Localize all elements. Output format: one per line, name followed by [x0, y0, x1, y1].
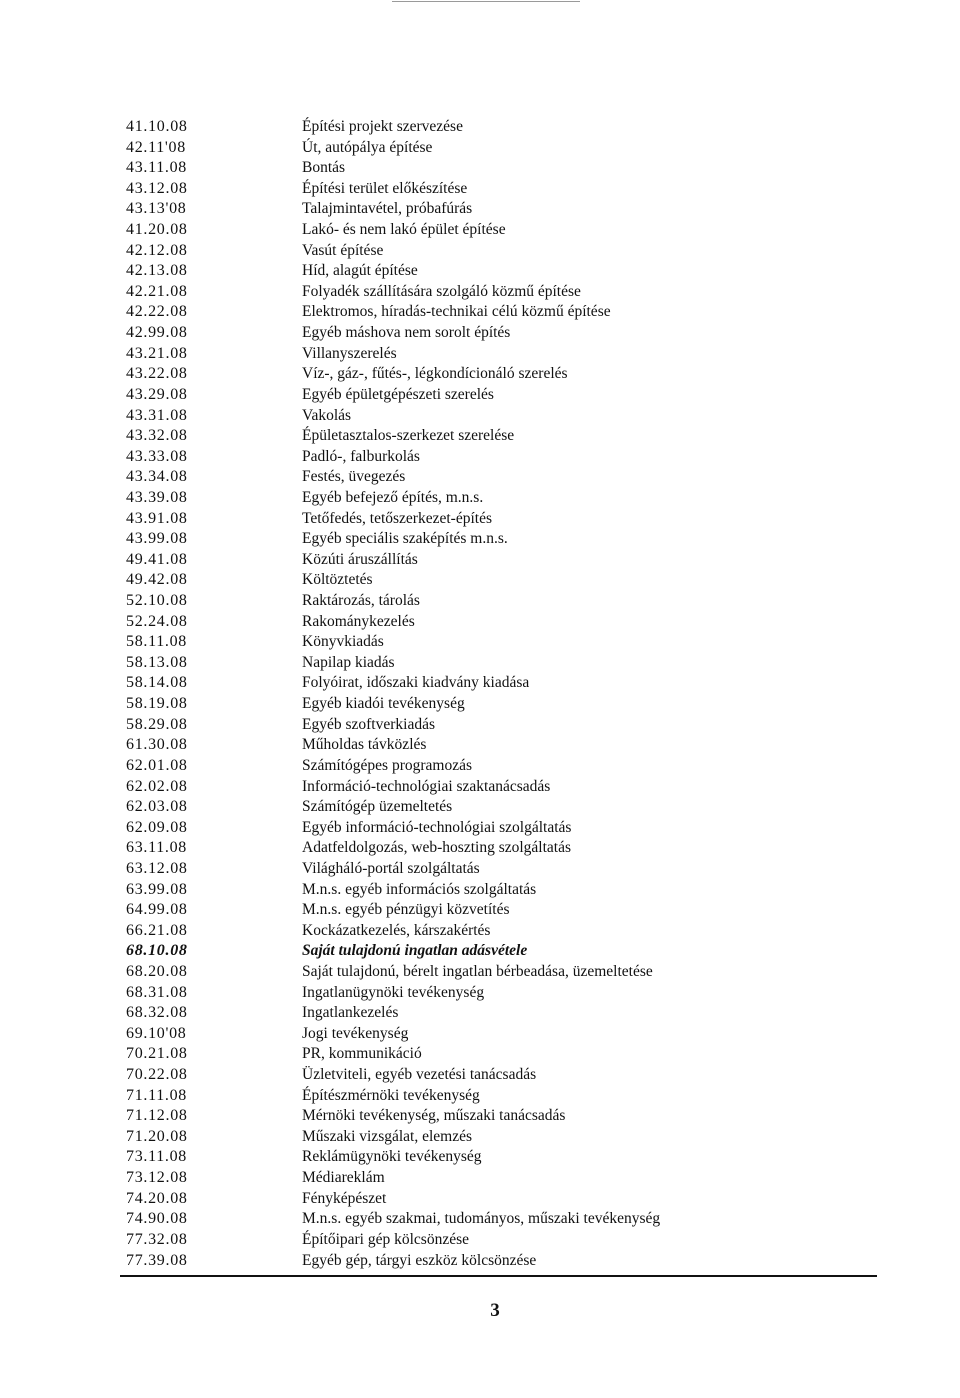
activity-description: Tetőfedés, tetőszerkezet-építés — [302, 509, 492, 527]
activity-code: 52.10.08 — [126, 592, 188, 610]
activity-description: Reklámügynöki tevékenység — [302, 1148, 482, 1166]
activity-description: Egyéb speciális szaképítés m.n.s. — [302, 530, 508, 548]
activity-description: M.n.s. egyéb szakmai, tudományos, műszaki tevékenység — [302, 1210, 661, 1228]
activity-code: 58.14.08 — [126, 674, 188, 692]
activity-description: PR, kommunikáció — [302, 1045, 422, 1063]
list-item — [0, 1003, 960, 1024]
list-item — [0, 921, 960, 942]
page-number: 3 — [490, 1300, 500, 1321]
activity-description: Rakománykezelés — [302, 612, 415, 630]
list-item — [0, 735, 960, 756]
activity-code: 68.10.08 — [126, 942, 188, 960]
activity-description: Vasút építése — [302, 241, 384, 259]
activity-description: Adatfeldolgozás, web-hoszting szolgáltatás — [302, 839, 572, 857]
list-item — [0, 818, 960, 839]
activity-code: 43.11.08 — [126, 159, 188, 177]
activity-code: 74.90.08 — [126, 1210, 188, 1228]
activity-description: Egyéb kiadói tevékenység — [302, 695, 465, 713]
activity-code: 62.09.08 — [126, 818, 188, 836]
activity-code: 63.99.08 — [126, 880, 188, 898]
activity-code: 68.31.08 — [126, 983, 188, 1001]
activity-description: Egyéb információ-technológiai szolgáltatás — [302, 818, 572, 836]
activity-description: Egyéb gép, tárgyi eszköz kölcsönzése — [302, 1251, 537, 1269]
activity-code: 70.22.08 — [126, 1066, 188, 1084]
activity-code: 49.41.08 — [126, 550, 188, 568]
activity-code: 68.32.08 — [126, 1004, 188, 1022]
activity-description: Világháló-portál szolgáltatás — [302, 859, 480, 877]
activity-code: 42.12.08 — [126, 241, 188, 259]
activity-description: Médiareklám — [302, 1169, 385, 1187]
list-item — [0, 694, 960, 715]
activity-code: 71.20.08 — [126, 1127, 188, 1145]
activity-code: 43.21.08 — [126, 344, 188, 362]
activity-code: 70.21.08 — [126, 1045, 188, 1063]
activity-code: 77.39.08 — [126, 1251, 188, 1269]
activity-description: Híd, alagút építése — [302, 262, 418, 280]
list-item — [0, 1209, 960, 1230]
activity-code: 43.13'08 — [126, 200, 187, 218]
activity-description: Jogi tevékenység — [302, 1024, 409, 1042]
activity-code: 58.19.08 — [126, 695, 188, 713]
list-item — [0, 199, 960, 220]
list-item — [0, 983, 960, 1004]
activity-code: 43.12.08 — [126, 179, 188, 197]
activity-description: M.n.s. egyéb információs szolgáltatás — [302, 880, 537, 898]
list-item — [0, 653, 960, 674]
activity-code: 43.32.08 — [126, 427, 188, 445]
activity-code: 58.11.08 — [126, 633, 188, 651]
activity-code: 41.10.08 — [126, 118, 188, 135]
activity-code: 43.22.08 — [126, 365, 188, 383]
activity-code: 42.11'08 — [126, 138, 186, 156]
activity-code: 49.42.08 — [126, 571, 188, 589]
activity-description: Egyéb máshova nem sorolt építés — [302, 324, 511, 342]
activity-description: Saját tulajdonú ingatlan adásvétele — [302, 942, 528, 960]
activity-description: Folyóirat, időszaki kiadvány kiadása — [302, 674, 530, 692]
activity-code: 43.39.08 — [126, 488, 188, 506]
activity-code: 71.12.08 — [126, 1107, 188, 1125]
list-item — [0, 467, 960, 488]
activity-description: Víz-, gáz-, fűtés-, légkondícionáló szerelés — [302, 365, 568, 383]
list-item — [0, 406, 960, 427]
list-item — [0, 1024, 960, 1045]
activity-description: Építőipari gép kölcsönzése — [302, 1230, 470, 1248]
list-item — [0, 880, 960, 901]
list-item — [0, 1086, 960, 1107]
activity-code: 63.11.08 — [126, 839, 188, 857]
activity-description: Talajmintavétel, próbafúrás — [302, 200, 473, 218]
list-item — [0, 447, 960, 468]
activity-description: Fényképészet — [302, 1189, 387, 1207]
activity-description: Üzletviteli, egyéb vezetési tanácsadás — [302, 1066, 537, 1084]
activity-description: Közúti áruszállítás — [302, 550, 418, 568]
activity-description: Bontás — [302, 159, 346, 177]
activity-code: 43.34.08 — [126, 468, 188, 486]
activity-code: 73.11.08 — [126, 1148, 188, 1166]
activity-code: 43.99.08 — [126, 530, 188, 548]
list-item — [0, 941, 960, 962]
list-item — [0, 1147, 960, 1168]
activity-description: Épületasztalos-szerkezet szerelése — [302, 427, 515, 445]
list-item — [0, 859, 960, 880]
list-item — [0, 1065, 960, 1086]
activity-code: 43.31.08 — [126, 406, 188, 424]
bottom-divider — [120, 1275, 877, 1277]
activity-description: Villanyszerelés — [302, 344, 397, 362]
activity-code: 64.99.08 — [126, 901, 188, 919]
activity-description: Folyadék szállítására szolgáló közmű építése — [302, 282, 581, 300]
list-item — [0, 323, 960, 344]
activity-code: 68.20.08 — [126, 962, 188, 980]
list-item — [0, 117, 960, 138]
activity-description: M.n.s. egyéb pénzügyi közvetítés — [302, 901, 510, 919]
list-item — [0, 632, 960, 653]
list-item — [0, 138, 960, 159]
list-item — [0, 962, 960, 983]
activity-description: Egyéb épületgépészeti szerelés — [302, 385, 494, 403]
activity-description: Könyvkiadás — [302, 633, 384, 651]
activity-description: Egyéb szoftverkiadás — [302, 715, 435, 733]
activity-description: Ingatlankezelés — [302, 1004, 399, 1022]
activity-description: Elektromos, híradás-technikai célú közmű építése — [302, 303, 611, 321]
list-item — [0, 673, 960, 694]
activity-description: Út, autópálya építése — [302, 138, 433, 156]
list-item — [0, 364, 960, 385]
activity-description: Lakó- és nem lakó épület építése — [302, 221, 506, 239]
activity-code: 69.10'08 — [126, 1024, 187, 1042]
list-item — [0, 1168, 960, 1189]
list-item — [0, 756, 960, 777]
list-item — [0, 900, 960, 921]
activity-code: 62.03.08 — [126, 798, 188, 816]
activity-code: 62.01.08 — [126, 756, 188, 774]
activity-description: Építészmérnöki tevékenység — [302, 1086, 480, 1104]
activity-description: Költöztetés — [302, 571, 373, 589]
activity-code: 71.11.08 — [126, 1086, 188, 1104]
activity-description: Kockázatkezelés, kárszakértés — [302, 921, 491, 939]
activity-description: Információ-technológiai szaktanácsadás — [302, 777, 551, 795]
activity-code: 42.13.08 — [126, 262, 188, 280]
list-item — [0, 550, 960, 571]
activity-code: 43.33.08 — [126, 447, 188, 465]
list-item — [0, 1189, 960, 1210]
list-item — [0, 241, 960, 262]
list-item — [0, 838, 960, 859]
list-item — [0, 570, 960, 591]
list-item — [0, 529, 960, 550]
list-item — [0, 488, 960, 509]
list-item — [0, 426, 960, 447]
activity-description: Festés, üvegezés — [302, 468, 406, 486]
activity-code: 73.12.08 — [126, 1169, 188, 1187]
activity-code: 62.02.08 — [126, 777, 188, 795]
list-item — [0, 715, 960, 736]
list-item — [0, 612, 960, 633]
list-item — [0, 179, 960, 200]
activity-code: 41.20.08 — [126, 221, 188, 239]
activity-code-list — [0, 117, 960, 1271]
list-item — [0, 261, 960, 282]
activity-description: Építési terület előkészítése — [302, 179, 468, 197]
activity-code: 42.21.08 — [126, 282, 188, 300]
activity-code: 74.20.08 — [126, 1189, 188, 1207]
activity-code: 61.30.08 — [126, 736, 188, 754]
activity-description: Számítógép üzemeltetés — [302, 798, 453, 816]
activity-description: Műholdas távközlés — [302, 736, 427, 754]
list-item — [0, 158, 960, 179]
activity-description: Saját tulajdonú, bérelt ingatlan bérbeadása, üzemeltetése — [302, 962, 653, 980]
activity-code: 58.29.08 — [126, 715, 188, 733]
list-item — [0, 302, 960, 323]
activity-description: Ingatlanügynöki tevékenység — [302, 983, 485, 1001]
activity-description: Vakolás — [302, 406, 352, 424]
activity-code: 42.22.08 — [126, 303, 188, 321]
activity-code: 58.13.08 — [126, 653, 188, 671]
activity-description: Egyéb befejező építés, m.n.s. — [302, 488, 484, 506]
activity-description: Mérnöki tevékenység, műszaki tanácsadás — [302, 1107, 566, 1125]
list-item — [0, 1044, 960, 1065]
activity-code: 43.29.08 — [126, 385, 188, 403]
activity-description: Építési projekt szervezése — [302, 118, 463, 135]
list-item — [0, 385, 960, 406]
activity-description: Padló-, falburkolás — [302, 447, 420, 465]
activity-description: Számítógépes programozás — [302, 756, 473, 774]
activity-code: 52.24.08 — [126, 612, 188, 630]
list-item — [0, 509, 960, 530]
activity-code: 42.99.08 — [126, 324, 188, 342]
activity-description: Napilap kiadás — [302, 653, 395, 671]
activity-code: 77.32.08 — [126, 1230, 188, 1248]
activity-code: 63.12.08 — [126, 859, 188, 877]
list-item — [0, 1230, 960, 1251]
top-divider — [392, 1, 580, 2]
list-item — [0, 591, 960, 612]
list-item — [0, 1251, 960, 1272]
activity-description: Raktározás, tárolás — [302, 592, 420, 610]
list-item — [0, 777, 960, 798]
activity-description: Műszaki vizsgálat, elemzés — [302, 1127, 473, 1145]
list-item — [0, 797, 960, 818]
list-item — [0, 1106, 960, 1127]
list-item — [0, 1127, 960, 1148]
activity-code: 43.91.08 — [126, 509, 188, 527]
list-item — [0, 344, 960, 365]
list-item — [0, 282, 960, 303]
list-item — [0, 220, 960, 241]
activity-code: 66.21.08 — [126, 921, 188, 939]
